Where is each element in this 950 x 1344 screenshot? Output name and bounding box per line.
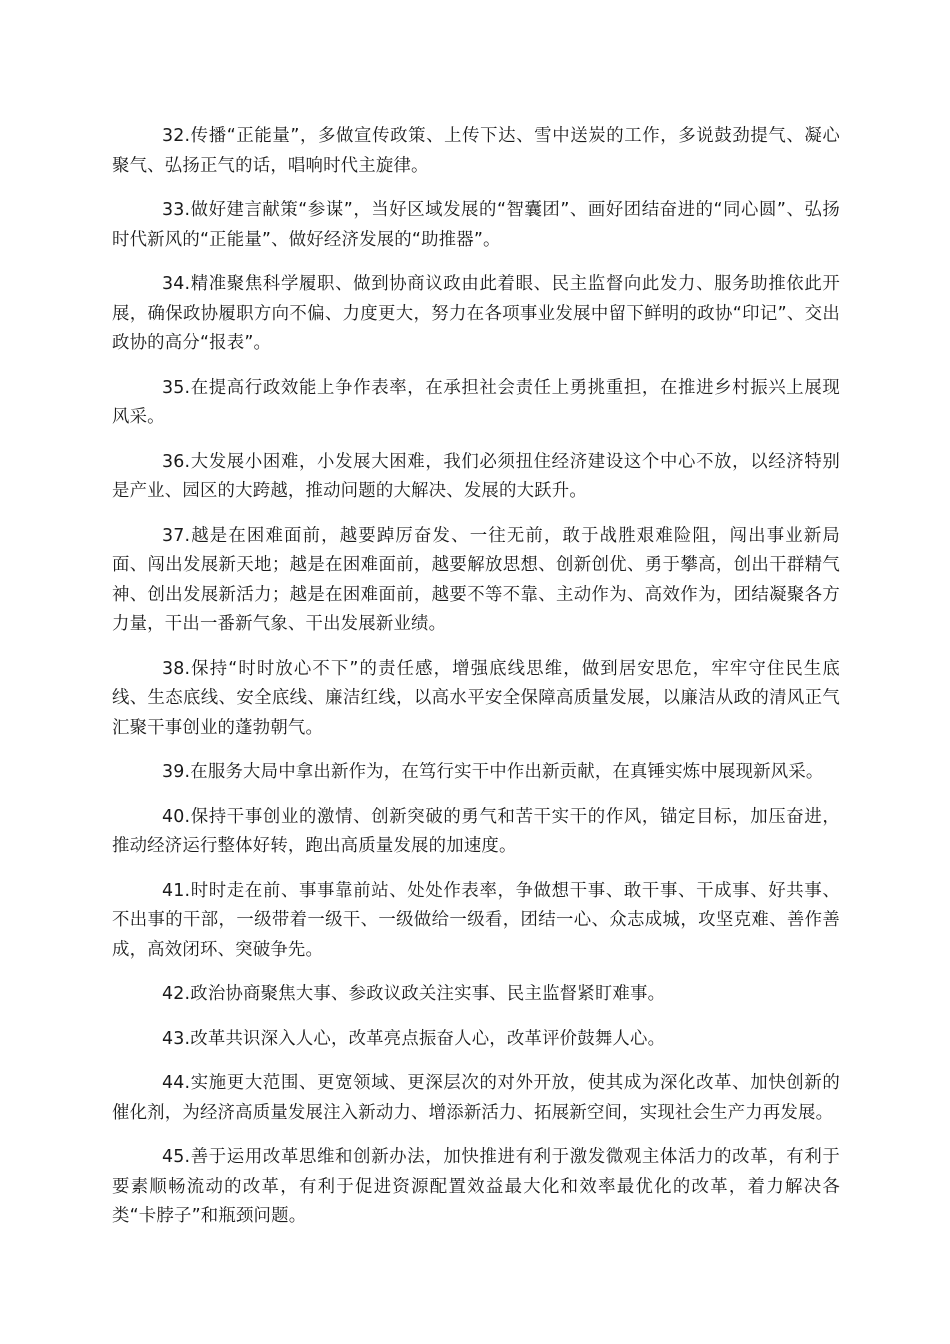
paragraph-38: 38.保持“时时放心不下”的责任感，增强底线思维，做到居安思危，牢牢守住民生底线、生态底线、安全底线、廉洁红线，以高水平安全保障高质量发展，以廉洁从政的清风正气汇聚干事创业的蓬勃朝气。 bbox=[112, 658, 840, 738]
paragraph-35: 35.在提高行政效能上争作表率，在承担社会责任上勇挑重担，在推进乡村振兴上展现风采。 bbox=[112, 377, 840, 427]
paragraph-44: 44.实施更大范围、更宽领域、更深层次的对外开放，使其成为深化改革、加快创新的催化剂，为经济高质量发展注入新动力、增添新活力、拓展新空间，实现社会生产力再发展。 bbox=[112, 1073, 840, 1123]
paragraph-33: 33.做好建言献策“参谋”，当好区域发展的“智囊团”、画好团结奋进的“同心圆”、弘扬时代新风的“正能量”、做好经济发展的“助推器”。 bbox=[112, 200, 840, 250]
paragraph-39: 39.在服务大局中拿出新作为，在笃行实干中作出新贡献，在真锤实炼中展现新风采。 bbox=[162, 762, 824, 782]
paragraph-32: 32.传播“正能量”，多做宣传政策、上传下达、雪中送炭的工作，多说鼓劲提气、凝心聚气、弘扬正气的话，唱响时代主旋律。 bbox=[112, 126, 840, 176]
paragraph-45: 45.善于运用改革思维和创新办法，加快推进有利于激发微观主体活力的改革，有利于要素顺畅流动的改革，有利于促进资源配置效益最大化和效率最优化的改革，着力解决各类“卡脖子”和瓶颈问题。 bbox=[112, 1147, 840, 1226]
paragraph-40: 40.保持干事创业的激情、创新突破的勇气和苦干实干的作风，锚定目标，加压奋进，推动经济运行整体好转，跑出高质量发展的加速度。 bbox=[112, 806, 840, 856]
paragraph-41: 41.时时走在前、事事靠前站、处处作表率，争做想干事、敢干事、干成事、好共事、不出事的干部，一级带着一级干、一级做给一级看，团结一心、众志成城，攻坚克难、善作善成，高效闭环、突破争先。 bbox=[112, 880, 840, 960]
paragraph-42: 42.政治协商聚焦大事、参政议政关注实事、民主监督紧盯难事。 bbox=[162, 984, 666, 1004]
paragraph-36: 36.大发展小困难，小发展大困难，我们必须扭住经济建设这个中心不放，以经济特别是产业、园区的大跨越，推动问题的大解决、发展的大跃升。 bbox=[112, 451, 840, 501]
paragraph-37: 37.越是在困难面前，越要踔厉奋发、一往无前，敢于战胜艰难险阻，闯出事业新局面、闯出发展新天地；越是在困难面前，越要解放思想、创新创优、勇于攀高，创出干群精气神、创出发展新活力；越是在困难面前，越要不等不靠、主动作为、高效作为，团结凝聚各方力量，干出一番新气象、干出发展新业绩。 bbox=[112, 525, 840, 634]
paragraph-34: 34.精准聚焦科学履职、做到协商议政由此着眼、民主监督向此发力、服务助推依此开展，确保政协履职方向不偏、力度更大，努力在各项事业发展中留下鲜明的政协“印记”、交出政协的高分“报表”。 bbox=[112, 274, 840, 353]
document-body bbox=[112, 122, 840, 1247]
paragraph-43: 43.改革共识深入人心，改革亮点振奋人心，改革评价鼓舞人心。 bbox=[162, 1028, 666, 1049]
